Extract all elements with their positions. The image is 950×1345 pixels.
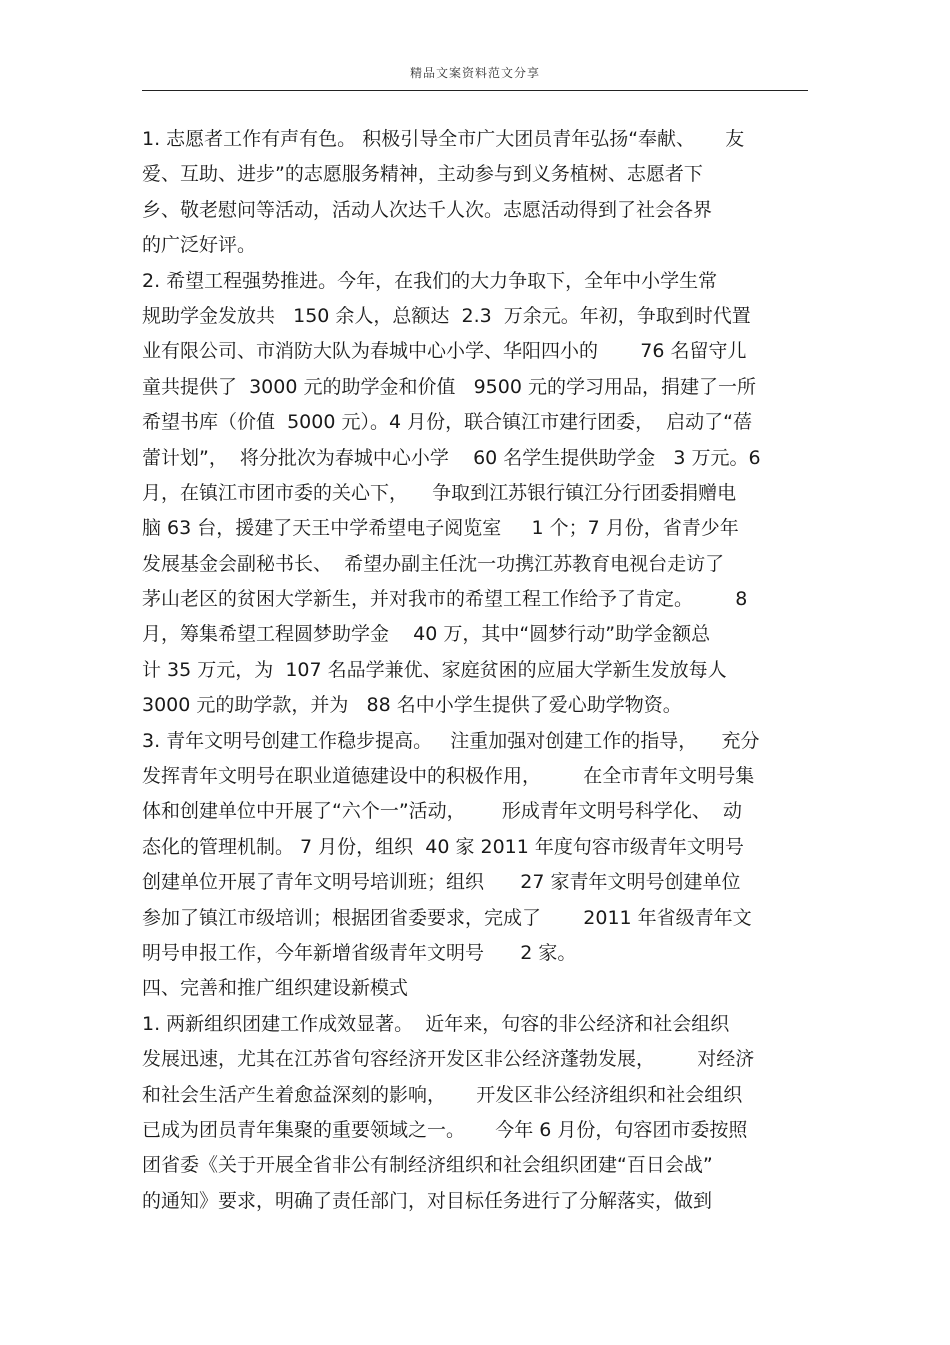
page-header: 精品文案资料范文分享 — [409, 66, 540, 80]
text-line: 体和创建单位中开展了“六个一”活动， 形成青年文明号科学化、 动 — [142, 800, 743, 823]
text-line: 参加了镇江市级培训；根据团省委要求，完成了 2011 年省级青年文 — [142, 906, 752, 929]
text-line: 1. 两新组织团建工作成效显著。 近年来，句容的非公经济和社会组织 — [142, 1012, 730, 1035]
text-line: 发展迅速，尤其在江苏省句容经济开发区非公经济蓬勃发展， 对经济 — [142, 1048, 755, 1071]
text-line: 业有限公司、市消防大队为春城中心小学、华阳四小的 76 名留守儿 — [142, 340, 747, 363]
text-line: 已成为团员青年集聚的重要领域之一。 今年 6 月份，句容团市委按照 — [142, 1118, 748, 1141]
text-line: 1. 志愿者工作有声有色。 积极引导全市广大团员青年弘扬“奉献、 友 — [142, 128, 745, 150]
text-line: 发展基金会副秘书长、 希望办副主任沈一功携江苏教育电视台走访了 — [142, 552, 725, 575]
text-line: 3000 元的助学款，并为 88 名中小学生提供了爱心助学物资。 — [142, 694, 682, 717]
text-line: 月，筹集希望工程圆梦助学金 40 万，其中“圆梦行动”助学金额总 — [142, 623, 711, 646]
text-line: 的广泛好评。 — [142, 234, 257, 257]
document-body — [142, 122, 812, 1219]
text-line: 计 35 万元，为 107 名品学兼优、家庭贫困的应届大学新生发放每人 — [142, 658, 727, 681]
text-line: 希望书库（价值 5000 元）。4 月份，联合镇江市建行团委， 启动了“蓓 — [142, 411, 753, 434]
text-line: 发挥青年文明号在职业道德建设中的积极作用， 在全市青年文明号集 — [142, 765, 755, 788]
header-divider — [142, 90, 808, 91]
text-line: 3. 青年文明号创建工作稳步提高。 注重加强对创建工作的指导， 充分 — [142, 729, 760, 752]
text-line: 蕾计划”， 将分批次为春城中心小学 60 名学生提供助学金 3 万元。6 — [142, 446, 761, 469]
text-line: 脑 63 台，援建了天王中学希望电子阅览室 1 个；7 月份，省青少年 — [142, 517, 739, 540]
text-line: 乡、敬老慰问等活动，活动人次达千人次。志愿活动得到了社会各界 — [142, 198, 713, 221]
text-line: 2. 希望工程强势推进。今年，在我们的大力争取下，全年中小学生常 — [142, 269, 718, 292]
text-line: 明号申报工作，今年新增省级青年文明号 2 家。 — [142, 941, 577, 964]
text-line: 和社会生活产生着愈益深刻的影响， 开发区非公经济组织和社会组织 — [142, 1083, 743, 1106]
text-line: 团省委《关于开展全省非公有制经济组织和社会组织团建“百日会战” — [142, 1154, 713, 1177]
text-line: 规助学金发放共 150 余人，总额达 2.3 万余元。年初，争取到时代置 — [142, 304, 751, 327]
text-line: 态化的管理机制。 7 月份，组织 40 家 2011 年度句容市级青年文明号 — [142, 835, 744, 858]
text-line: 的通知》要求，明确了责任部门，对目标任务进行了分解落实，做到 — [142, 1189, 713, 1212]
text-line: 茅山老区的贫困大学新生，并对我市的希望工程工作给予了肯定。 8 — [142, 588, 748, 611]
text-line: 童共提供了 3000 元的助学金和价值 9500 元的学习用品，捐建了一所 — [142, 375, 756, 398]
text-line: 爱、互助、进步”的志愿服务精神，主动参与到义务植树、志愿者下 — [142, 163, 703, 186]
section-heading: 四、完善和推广组织建设新模式 — [142, 977, 409, 1000]
text-line: 创建单位开展了青年文明号培训班；组织 27 家青年文明号创建单位 — [142, 871, 741, 894]
text-line: 月，在镇江市团市委的关心下， 争取到江苏银行镇江分行团委捐赠电 — [142, 481, 737, 504]
